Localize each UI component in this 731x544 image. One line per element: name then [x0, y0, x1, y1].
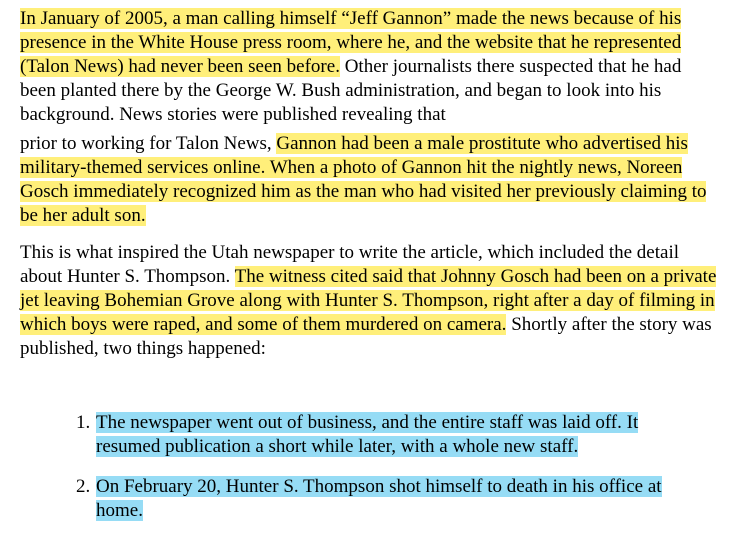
list-number: 2.	[76, 476, 91, 497]
list-number: 1.	[76, 412, 91, 433]
highlight-blue: The newspaper went out of business, and the entire staff was laid off. It resumed publication a short while later, with a whole new staff.	[96, 412, 639, 457]
paragraph-text: Other journalists there suspected that he had been planted there by the George W. Bush administration, and began to look into his background. News stories were published revealing that	[20, 56, 682, 125]
highlight-blue: On February 20, Hunter S. Thompson shot himself to death in his office at home.	[96, 476, 662, 521]
list-item	[0, 411, 696, 459]
paragraph-text: Shortly after the story was published, two things happened:	[20, 314, 712, 359]
paragraph-1	[20, 7, 720, 127]
list-item	[0, 475, 696, 523]
paragraph-2	[20, 132, 720, 228]
paragraph-3	[20, 241, 720, 361]
numbered-list	[0, 411, 731, 539]
highlight-yellow: The witness cited said that Johnny Gosch had been on a private jet leaving Bohemian Grove along with Hunter S. Thompson, right after a day of filming in which boys were raped, and some of them murdered on camera.	[20, 266, 717, 335]
highlight-yellow: In January of 2005, a man calling himself “Jeff Gannon” made the news because of his presence in the White House press room, where he, and the website that he represented (Talon News) had never been seen before.	[20, 8, 682, 77]
highlight-yellow: Gannon had been a male prostitute who advertised his military-themed services online. When a photo of Gannon hit the nightly news, Noreen Gosch immediately recognized him as the man who had visited her previously claiming to be her adult son.	[20, 133, 707, 226]
paragraph-text: prior to working for Talon News,	[20, 133, 277, 154]
paragraph-text: This is what inspired the Utah newspaper to write the article, which included the detail about Hunter S. Thompson.	[20, 242, 679, 287]
